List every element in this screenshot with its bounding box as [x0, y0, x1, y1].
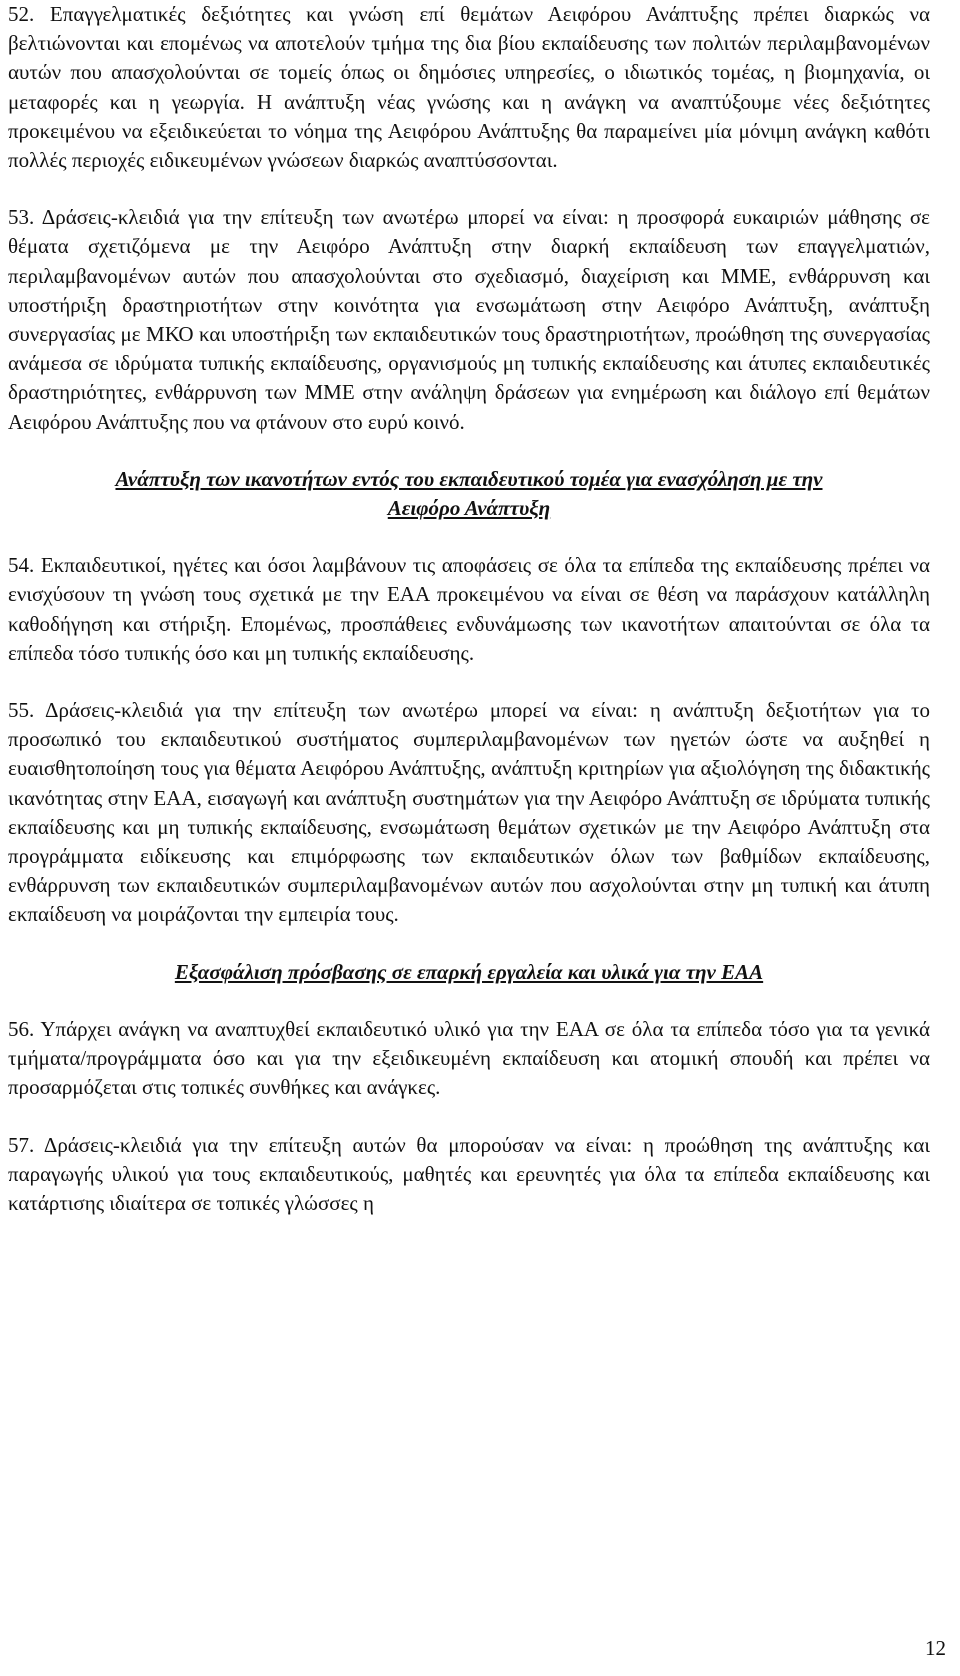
section-heading-capacity-line1: Ανάπτυξη των ικανοτήτων εντός του εκπαιδευτικού τομέα για ενασχόληση με την [115, 466, 823, 491]
paragraph-57: 57. Δράσεις-κλειδιά για την επίτευξη αυτών θα μπορούσαν να είναι: η προώθηση της ανάπτυξης και παραγωγής υλικού για τους εκπαιδευτικούς, μαθητές και ερευνητές για όλα τα επίπεδα εκπαίδευσης και κατάρτισης ιδιαίτερα σε τοπικές γλώσσες η [8, 1132, 930, 1215]
paragraph-53: 53. Δράσεις-κλειδιά για την επίτευξη των ανωτέρω μπορεί να είναι: η προσφορά ευκαιριών μάθησης σε θέματα σχετιζόμενα με την Αειφόρο Ανάπτυξη στην διαρκή εκπαίδευση των επαγγελματιών, περιλαμβανομένων αυτών που απασχολούνται στο σχεδιασμό, διαχείριση και ΜΜΕ, ενθάρρυνση και υποστήριξη δραστηριοτήτων στην κοινότητα για ενσωμάτωση στην Αειφόρο Ανάπτυξη, ανάπτυξη συνεργασίας με ΜΚΟ και υποστήριξη των εκπαιδευτικών τους δραστηριοτήτων, προώθηση της συνεργασίας ανάμεσα σε ιδρύματα τυπικής εκπαίδευσης, οργανισμούς μη τυπικής εκπαίδευσης και άτυπες εκπαιδευτικές δραστηριότητες, ενθάρρυνση των ΜΜΕ στην ανάληψη δράσεων για ενημέρωση και διάλογο επί θεμάτων Αειφόρου Ανάπτυξης που να φτάνουν στο ευρύ κοινό. [8, 205, 930, 434]
section-heading-tools: Εξασφάλιση πρόσβασης σε επαρκή εργαλεία και υλικά για την ΕΑΑ [174, 959, 764, 984]
paragraph-56: 56. Υπάρχει ανάγκη να αναπτυχθεί εκπαιδευτικό υλικό για την ΕΑΑ σε όλα τα επίπεδα τόσο για τα γενικά τμήματα/προγράμματα όσο και για την εξειδικευμένη εκπαίδευση και ατομική σπουδή και πρέπει να προσαρμόζεται στις τοπικές συνθήκες και ανάγκες. [8, 1016, 930, 1100]
paragraph-54: 54. Εκπαιδευτικοί, ηγέτες και όσοι λαμβάνουν τις αποφάσεις σε όλα τα επίπεδα της εκπαίδευσης πρέπει να ενισχύσουν τη γνώση τους σχετικά με την ΕΑΑ προκειμένου να είναι σε θέση να παράσχουν κατάλληλη καθοδήγηση και στήριξη. Επομένως, προσπάθειες ενδυνάμωσης των ικανοτήτων απαιτούνται σε όλα τα επίπεδα τόσο τυπικής όσο και μη τυπικής εκπαίδευσης. [8, 553, 930, 665]
paragraph-55: 55. Δράσεις-κλειδιά για την επίτευξη των ανωτέρω μπορεί να είναι: η ανάπτυξη δεξιοτήτων για το προσωπικό του εκπαιδευτικού συστήματος συμπεριλαμβανομένων των ηγετών ώστε να αυξηθεί η ευαισθητοποίηση τους για θέματα Αειφόρου Ανάπτυξης, ανάπτυξη κριτηρίων για αξιολόγηση της διδακτικής ικανότητας στην ΕΑΑ, εισαγωγή και ανάπτυξη συστημάτων για την Αειφόρο Ανάπτυξη σε ιδρύματα τυπικής εκπαίδευσης και μη τυπικής εκπαίδευσης, ενσωμάτωση θεμάτων σχετικών με την Αειφόρο Ανάπτυξη στα προγράμματα ειδίκευσης και επιμόρφωσης των εκπαιδευτικών όλων των βαθμίδων εκπαίδευσης, ενθάρρυνση των εκπαιδευτικών συμπεριλαμβανομένων αυτών που ασχολούνται στην μη τυπική και άτυπη εκπαίδευση να μοιράζονται την εμπειρία τους. [8, 698, 930, 927]
page-number: 12 [925, 1636, 946, 1660]
document-page [8, 0, 930, 1218]
section-heading-capacity-line2: Αειφόρο Ανάπτυξη [387, 496, 551, 521]
section-heading-capacity [8, 465, 930, 523]
paragraph-52: 52. Επαγγελματικές δεξιότητες και γνώση επί θεμάτων Αειφόρου Ανάπτυξης πρέπει διαρκώς να βελτιώνονται και επομένως να αποτελούν τμήμα της δια βίου εκπαίδευσης των πολιτών περιλαμβανομένων αυτών που απασχολούνται σε τομείς όπως οι δημόσιες υπηρεσίες, ο ιδιωτικός τομέας, η βιομηχανία, οι μεταφορές και η γεωργία. Η ανάπτυξη νέας γνώσης και η ανάγκη να αναπτύξουμε νέες δεξιότητες προκειμένου να εξειδικεύεται το νόημα της Αειφόρου Ανάπτυξης θα παραμείνει μία μόνιμη ανάγκη καθότι πολλές περιοχές ειδικευμένων γνώσεων διαρκώς αναπτύσσονται. [8, 2, 930, 173]
